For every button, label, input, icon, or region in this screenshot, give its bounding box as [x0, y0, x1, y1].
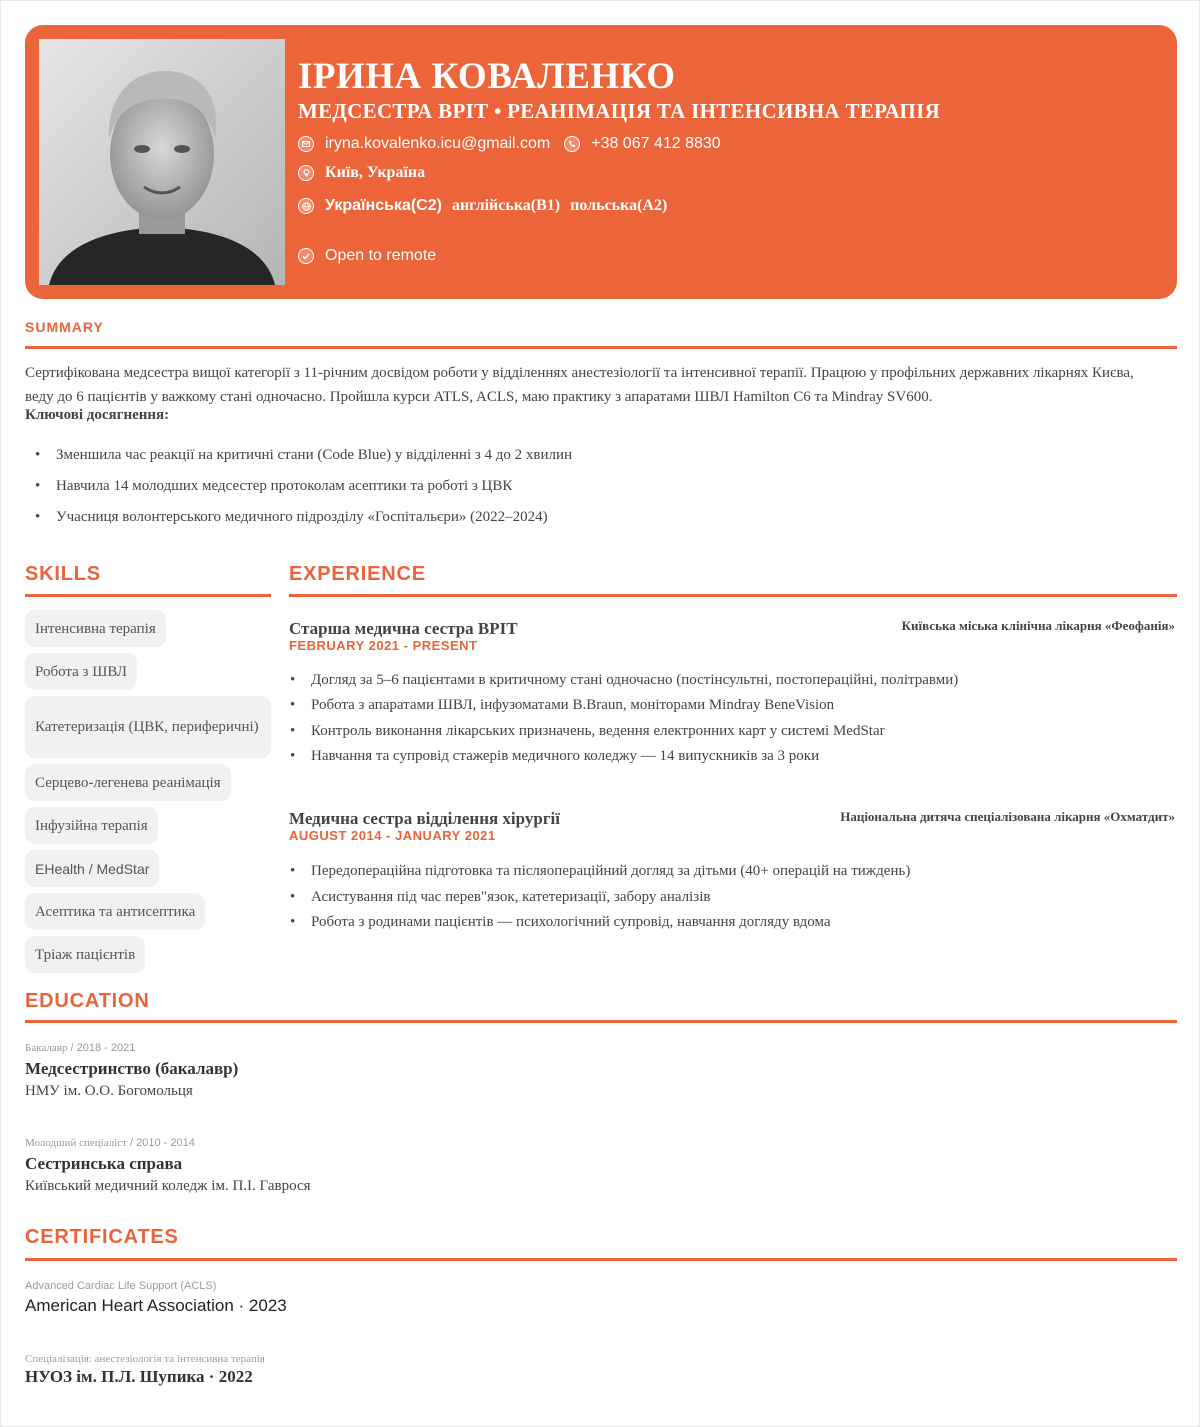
skill-chip: Серцево-легенева реанімація [25, 764, 231, 801]
job-dates: AUGUST 2014 - JANUARY 2021 [289, 828, 496, 843]
education-school: Київський медичний коледж ім. П.І. Гаврося [25, 1178, 311, 1194]
skill-chip: Інфузійна терапія [25, 807, 158, 844]
education-school: НМУ ім. О.О. Богомольця [25, 1083, 193, 1099]
certificates-heading: CERTIFICATES [25, 1226, 179, 1248]
skill-chip: Асептика та антисептика [25, 893, 205, 930]
skill-chip: Тріаж пацієнтів [25, 936, 145, 973]
job-organization: Київська міська клінічна лікарня «Феофанія» [901, 618, 1175, 633]
experience-divider [289, 594, 1177, 597]
achievements-heading: Ключові досягнення: [25, 407, 170, 423]
remote-status: Open to remote [325, 247, 437, 264]
certificate-meta: Advanced Cardiac Life Support (ACLS) [25, 1280, 217, 1292]
education-meta: Молодший спеціаліст / 2010 - 2014 [25, 1137, 195, 1149]
experience-heading: EXPERIENCE [289, 563, 426, 585]
check-circle-icon [298, 248, 314, 264]
location-row [298, 162, 425, 184]
skills-divider [25, 594, 271, 597]
remote-row [298, 245, 436, 267]
list-item: • Контроль виконання лікарських призначень, ведення електронних карт у системі MedStar [290, 723, 885, 740]
certificate-name: НУОЗ ім. П.Л. Шупика · 2022 [25, 1367, 253, 1386]
summary-text: Сертифікована медсестра вищої категорії з 11-річним досвідом роботи у відділеннях анестезіології та інтенсивної терапії. Працюю у профільних державних лікарнях Києва, веду до 6 пацієнтів у важкому стані одночасно. Пройшла курси ATLS, ACLS, маю практику з апаратами ШВЛ Hamilton C6 та Mindray SV600. [25, 365, 1134, 405]
summary-divider [25, 346, 1177, 349]
phone-icon [564, 136, 580, 152]
email-link[interactable]: iryna.kovalenko.icu@gmail.com [325, 135, 551, 152]
profile-photo [39, 39, 285, 285]
list-item: • Догляд за 5–6 пацієнтами в критичному стані одночасно (постінсультні, постопераційні, політравми) [290, 672, 958, 689]
language-2: англійська(B1) [451, 197, 561, 214]
education-degree: Сестринська справа [25, 1154, 183, 1173]
education-degree: Медсестринство (бакалавр) [25, 1059, 239, 1078]
job-organization: Національна дитяча спеціалізована лікарня «Охматдит» [840, 809, 1175, 824]
list-item: • Учасниця волонтерського медичного підрозділу «Госпітальєри» (2022–2024) [35, 509, 548, 526]
education-meta: Бакалавр / 2018 - 2021 [25, 1042, 136, 1054]
list-item: • Асистування під час перев"язок, катетеризації, забору аналізів [290, 889, 710, 906]
language-1: Українська(C2) [325, 197, 442, 214]
location-pin-icon [298, 165, 314, 181]
email-icon [298, 136, 314, 152]
contact-row [298, 133, 721, 155]
certificate-meta: Спеціалізація: анестезіологія та інтенсивна терапія [25, 1353, 265, 1365]
list-item: • Робота з апаратами ШВЛ, інфузоматами B.Braun, моніторами Mindray BeneVision [290, 697, 834, 714]
list-item: • Навчання та супровід стажерів медичного коледжу — 14 випускників за 3 роки [290, 748, 819, 765]
skills-heading: SKILLS [25, 563, 101, 585]
certificates-divider [25, 1258, 1177, 1261]
education-heading: EDUCATION [25, 990, 150, 1012]
candidate-name: ІРИНА КОВАЛЕНКО [298, 56, 676, 97]
certificate-name: American Heart Association · 2023 [25, 1296, 287, 1315]
summary-heading: SUMMARY [25, 319, 104, 335]
candidate-role: МЕДСЕСТРА ВРІТ • РЕАНІМАЦІЯ ТА ІНТЕНСИВНА ТЕРАПІЯ [298, 99, 941, 123]
skill-chip: Інтенсивна терапія [25, 610, 166, 647]
list-item: • Робота з родинами пацієнтів — психологічний супровід, навчання догляду вдома [290, 914, 831, 931]
education-divider [25, 1020, 1177, 1023]
list-item: • Передопераційна підготовка та післяопераційний догляд за дітьми (40+ операцій на тиждень) [290, 863, 910, 880]
list-item: • Навчила 14 молодших медсестер протоколам асептики та роботі з ЦВК [35, 478, 512, 495]
languages-row [298, 195, 667, 217]
skill-chip: EHealth / MedStar [25, 850, 159, 887]
header-banner [25, 25, 1177, 299]
location-text: Київ, Україна [325, 164, 426, 181]
job-dates: FEBRUARY 2021 - PRESENT [289, 638, 478, 653]
phone-link[interactable]: +38 067 412 8830 [591, 135, 721, 152]
job-title: Старша медична сестра ВРІТ [289, 619, 518, 638]
skill-chip: Катетеризація (ЦВК, периферичні) [25, 696, 271, 758]
language-3: польська(A2) [570, 197, 668, 214]
list-item: • Зменшила час реакції на критичні стани (Code Blue) у відділенні з 4 до 2 хвилин [35, 447, 572, 464]
skill-chip: Робота з ШВЛ [25, 653, 137, 690]
job-title: Медична сестра відділення хірургії [289, 809, 561, 828]
globe-icon [298, 198, 314, 214]
